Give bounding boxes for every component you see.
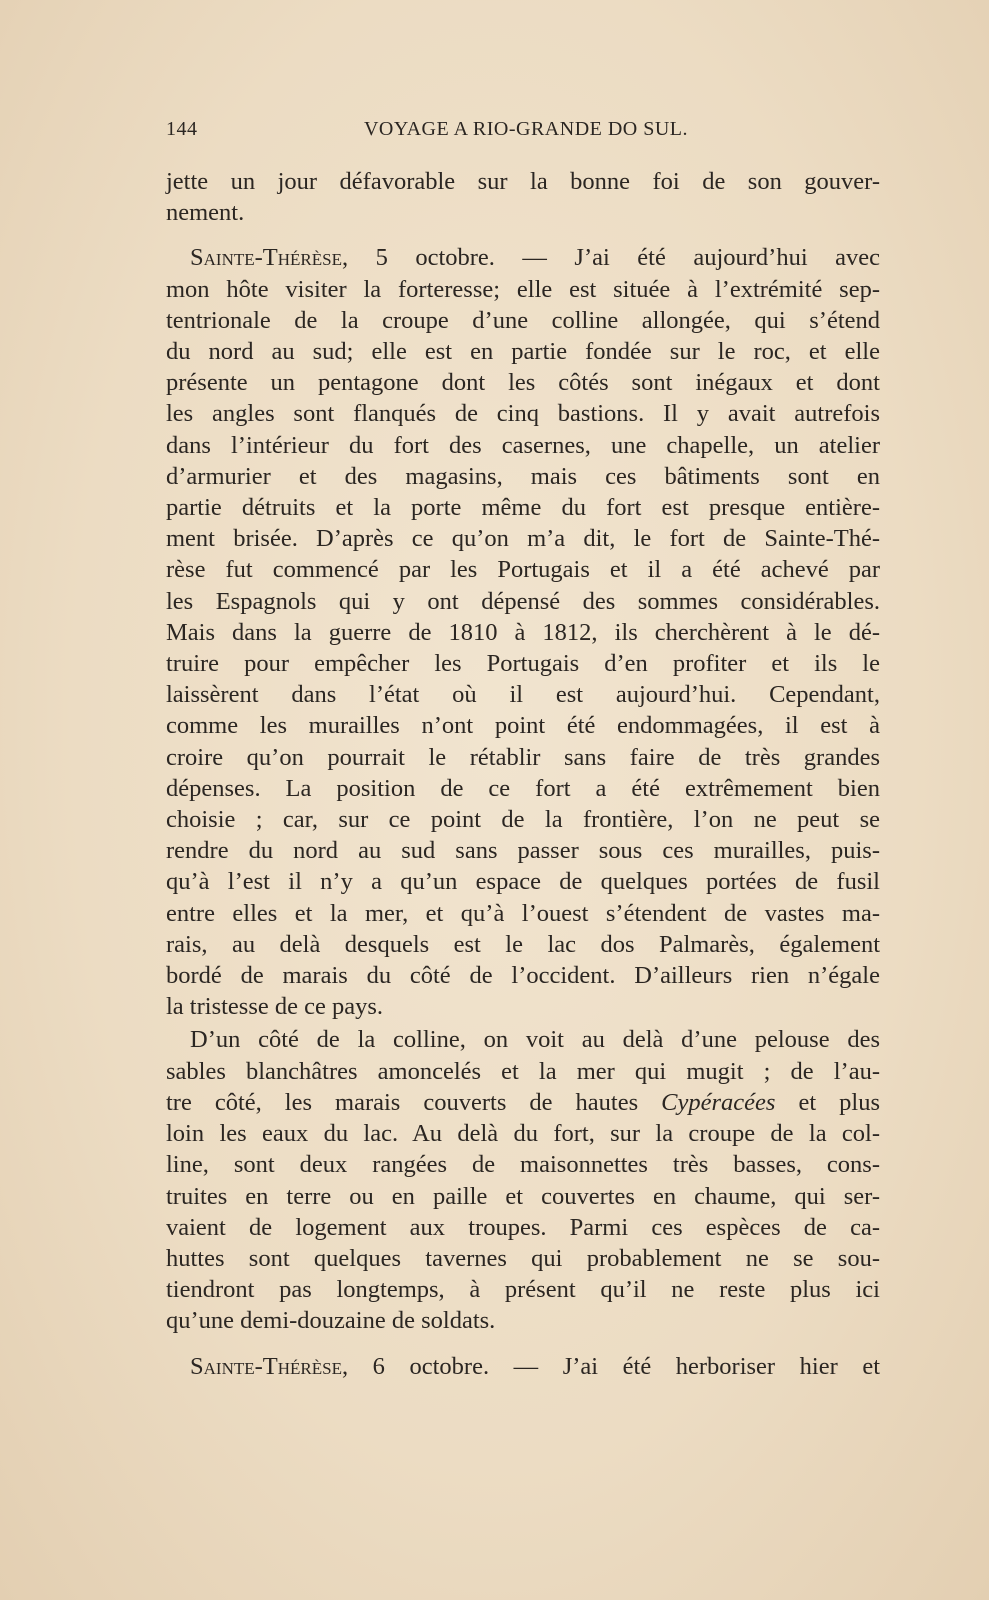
text-line: croire qu’on pourrait le rétablir sans faire de très grandes [166, 743, 880, 771]
running-title: VOYAGE A RIO-GRANDE DO SUL. [363, 118, 689, 140]
text-line: qu’à l’est il n’y a qu’un espace de quelques portées de fusil [166, 868, 880, 896]
text-line: rendre du nord au sud sans passer sous ces murailles, puis- [166, 837, 880, 865]
page-number: 144 [166, 118, 198, 140]
entry-date-text: , 5 octobre. — J’ai été aujourd’hui avec [341, 244, 880, 272]
text-line: mon hôte visiter la forteresse; elle est située à l’extrémité sep- [166, 275, 880, 303]
text-line: comme les murailles n’ont point été endommagées, il est à [166, 712, 880, 740]
entry-date-text: , 6 octobre. — J’ai été herboriser hier et [341, 1352, 880, 1380]
text-line: sables blanchâtres amoncelés et la mer qui mugit ; de l’au- [166, 1057, 880, 1085]
text-line: entre elles et la mer, et qu’à l’ouest s’étendent de vastes ma- [166, 899, 880, 927]
text-line: les Espagnols qui y ont dépensé des sommes considérables. [166, 587, 880, 615]
text-line: bordé de marais du côté de l’occident. D’ailleurs rien n’égale [166, 962, 880, 990]
text-line: qu’une demi-douzaine de soldats. [166, 1307, 496, 1335]
text-line: dans l’intérieur du fort des casernes, une chapelle, un atelier [166, 431, 880, 459]
text-fragment: et plus [798, 1088, 881, 1116]
page-header [166, 118, 886, 148]
text-line: nement. [166, 199, 245, 227]
text-line: truire pour empêcher les Portugais d’en profiter et ils le [166, 650, 880, 678]
text-line: D’un côté de la colline, on voit au delà d’une pelouse des [190, 1026, 880, 1054]
place-name: Sainte-Thérèse [190, 244, 342, 272]
text-line: les angles sont flanqués de cinq bastions. Il y avait autrefois [166, 400, 880, 428]
italic-term: Cypéracées [661, 1088, 776, 1116]
text-line: vaient de logement aux troupes. Parmi ces espèces de ca- [166, 1213, 880, 1241]
text-line: Mais dans la guerre de 1810 à 1812, ils cherchèrent à le dé- [166, 618, 880, 646]
text-line: partie détruits et la porte même du fort est presque entière- [166, 494, 880, 522]
text-line: rèse fut commencé par les Portugais et il a été achevé par [166, 556, 880, 584]
diary-entry-heading [166, 242, 880, 273]
text-fragment: tre côté, les marais couverts de hautes [166, 1088, 639, 1116]
text-line: laissèrent dans l’état où il est aujourd’hui. Cependant, [166, 681, 880, 709]
text-line: tiendront pas longtemps, à présent qu’il ne reste plus ici [166, 1276, 880, 1304]
text-line: truites en terre ou en paille et couvertes en chaume, qui ser- [166, 1182, 880, 1210]
text-line: choisie ; car, sur ce point de la frontière, l’on ne peut se [166, 806, 880, 834]
body-text [166, 166, 880, 1382]
text-line: huttes sont quelques tavernes qui probablement ne se sou- [166, 1244, 880, 1272]
text-line: jette un jour défavorable sur la bonne foi de son gouver- [166, 168, 880, 195]
text-line: d’armurier et des magasins, mais ces bâtiments sont en [166, 462, 880, 490]
text-line: du nord au sud; elle est en partie fondée sur le roc, et elle [166, 338, 880, 366]
text-line: rais, au delà desquels est le lac dos Palmarès, également [166, 930, 880, 958]
text-line: la tristesse de ce pays. [166, 993, 384, 1021]
text-line: ment brisée. D’après ce qu’on m’a dit, le fort de Sainte-Thé- [166, 525, 880, 553]
place-name: Sainte-Thérèse [190, 1352, 342, 1380]
diary-entry-heading [166, 1351, 880, 1382]
text-line [166, 1087, 880, 1118]
text-line: tentrionale de la croupe d’une colline allongée, qui s’étend [166, 306, 880, 334]
text-line: dépenses. La position de ce fort a été extrêmement bien [166, 774, 880, 802]
text-line: line, sont deux rangées de maisonnettes très basses, cons- [166, 1151, 880, 1179]
text-line: loin les eaux du lac. Au delà du fort, sur la croupe de la col- [166, 1120, 880, 1148]
text-line: présente un pentagone dont les côtés sont inégaux et dont [166, 369, 880, 397]
